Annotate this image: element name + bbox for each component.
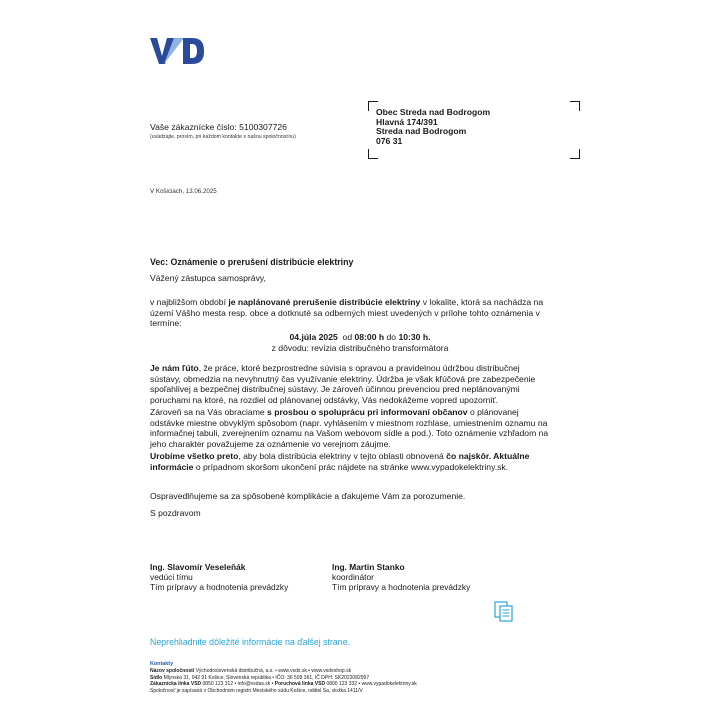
text-bold: Urobíme všetko preto (150, 451, 239, 461)
text-bold: s prosbou o spoluprácu pri informovaní občanov (267, 407, 468, 417)
vsd-logo (150, 36, 204, 66)
text: do (386, 332, 397, 342)
outage-reason: z dôvodu: revízia distribučného transformátora (271, 342, 449, 353)
text: 0800 123 332 • www.vypadokelektriny.sk (325, 681, 417, 688)
address-line: Hlavná 174/391 (376, 116, 438, 127)
text: Zároveň sa na Vás obraciame (150, 407, 268, 417)
contacts-line (150, 675, 570, 682)
text: o plánovanej odstávke miestne obvyklým spôsobom (napr. vyhlásením v miestnom rozhlase, umiestnením oznamu na informačnej tabuli, zverejnením oznamu na Vašom webovom sídle a pod.). Toto oznámenie vzhľadom na jeho charakter považujeme za oznámenie vo verejnom záujme. (150, 407, 549, 449)
text: 0850 123 312 • info@vsdas.sk • (201, 681, 275, 688)
contacts-line (150, 681, 570, 688)
text: od (342, 332, 353, 342)
text: , aby bola distribúcia elektriny v tejto oblasti obnovená (238, 451, 447, 461)
signature-team: Tím prípravy a hodnotenia prevádzky (332, 582, 471, 592)
text: v najbližšom období (150, 297, 229, 307)
address-line: Streda nad Bodrogom (376, 126, 467, 136)
contacts-line (150, 668, 570, 675)
text-bold: Je nám ľúto (150, 363, 199, 373)
place-date: V Košiciach, 13.06.2025 (150, 188, 217, 195)
text-bold: je naplánované prerušenie distribúcie elektriny (228, 297, 421, 307)
contacts-title: Kontakty (150, 661, 174, 667)
signature-1 (150, 562, 288, 592)
text-bold: Sídlo (150, 674, 163, 681)
paragraph-regret (150, 363, 550, 405)
address-line: 076 31 (376, 135, 403, 146)
closing: S pozdravom (150, 508, 201, 518)
text: Východoslovenská distribučná, a.s. • www.vsds.sk • www.vsdeshop.sk (194, 667, 352, 674)
next-page-note: Neprehliadnite dôležité informácie na ďalšej strane. (150, 637, 351, 647)
paragraph-intro (150, 297, 548, 329)
text: , že práce, ktoré bezprostredne súvisia s opravou a pravidelnou údržbou distribučnej sústavy, obmedzia na nevyhnutný čas využívanie elektriny. Údržba je však kľúčová pre zabezpečenie spoľahlivej a bezpečnej distribučnej sústavy. Je zároveň účinnou prevenciou pred neplánovanými poruchami na ktoré, na rozdiel od plánovanej odstávky, Vás nedokážeme vopred upozorniť. (150, 363, 536, 405)
text: v lokalite, ktorá sa nachádza na území Vášho mesta resp. obce a dotknuté sa odberných miest uvedených v prílohe tohto oznámenia v termíne: (150, 297, 544, 328)
recipient-address (376, 108, 490, 146)
frame-corner (570, 101, 580, 111)
text: Mlynská 31, 042 91 Košice, Slovenská republika • IČO: 36 599 361, IČ DPH: SK2022082997 (162, 674, 370, 681)
customer-number-note: (uvádzajte, prosím, pri každom kontakte s našou spoločnosťou) (150, 134, 296, 140)
signature-name: Ing. Martin Stanko (332, 562, 405, 572)
outage-time-from: 08:00 h (354, 332, 385, 342)
outage-date: 04.júla 2025 (289, 332, 338, 342)
signature-role: koordinátor (332, 572, 374, 582)
text-bold: Zákaznícka linka VSD (150, 681, 202, 688)
outage-time-to: 10:30 h. (398, 332, 431, 342)
letter-subject: Vec: Oznámenie o prerušení distribúcie elektriny (150, 257, 354, 267)
paragraph-restore (150, 451, 550, 472)
frame-corner (570, 149, 580, 159)
apology: Ospravedlňujeme sa za spôsobené komplikácie a ďakujeme Vám za porozumenie. (150, 491, 466, 501)
signature-2 (332, 562, 470, 592)
paragraph-cooperation (150, 407, 550, 449)
signature-name: Ing. Slavomír Veseleňák (150, 562, 246, 572)
customer-number: Vaše zákaznícke číslo: 5100307726 (150, 122, 287, 132)
outage-term (150, 332, 570, 353)
address-line: Obec Streda nad Bodrogom (376, 107, 491, 117)
text-bold: Názov spoločnosti (150, 667, 195, 674)
signature-role: vedúci tímu (150, 572, 193, 582)
contacts-line: Spoločnosť je zapísaná v Obchodnom registri Mestského súdu Košice, oddiel Sa, vložka 1411/V (150, 688, 363, 695)
text: o prípadnom skoršom ukončení prác nájdete na stránke www.vypadokelektriny.sk. (193, 461, 509, 472)
signature-team: Tím prípravy a hodnotenia prevádzky (150, 582, 289, 592)
salutation: Vážený zástupca samosprávy, (150, 273, 266, 283)
contacts-footer (150, 661, 570, 695)
frame-corner (368, 149, 378, 159)
customer-block (150, 122, 296, 141)
text-bold: Poruchová linka VSD (274, 681, 326, 688)
documents-icon (494, 601, 514, 623)
text-bold: čo najskôr. Aktuálne informácie (150, 451, 530, 472)
